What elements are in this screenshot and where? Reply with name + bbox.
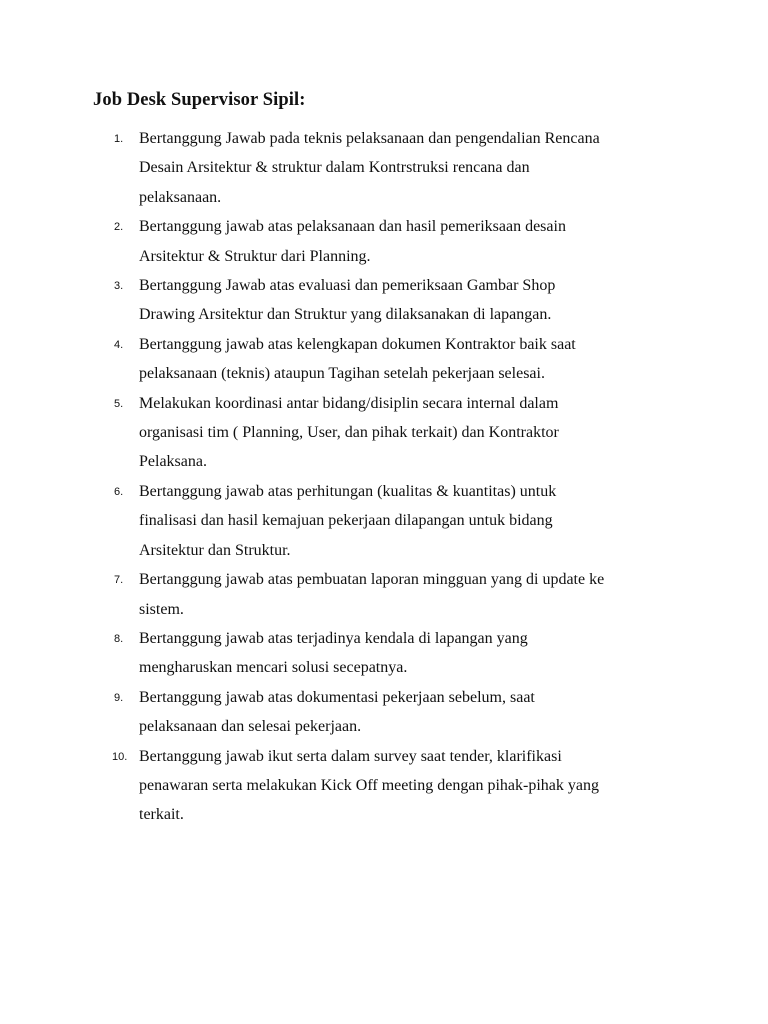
list-item-line: Melakukan koordinasi antar bidang/disiplin secara internal dalam: [139, 394, 559, 412]
list-item-line: Arsitektur dan Struktur.: [139, 541, 291, 559]
list-item: [0, 124, 768, 212]
list-item: [0, 624, 768, 683]
list-item-line: pelaksanaan (teknis) ataupun Tagihan setelah pekerjaan selesai.: [139, 365, 545, 383]
list-item-line: Bertanggung jawab atas terjadinya kendala di lapangan yang: [139, 629, 528, 647]
list-item: [0, 389, 768, 477]
list-item-line: Bertanggung jawab ikut serta dalam survey saat tender, klarifikasi: [139, 747, 562, 765]
list-item-number: 1.: [114, 133, 124, 145]
job-desk-list: [0, 124, 768, 830]
list-item: [0, 212, 768, 271]
list-item: [0, 330, 768, 389]
list-item-line: Bertanggung jawab atas dokumentasi pekerjaan sebelum, saat: [139, 688, 535, 706]
list-item-line: mengharuskan mencari solusi secepatnya.: [139, 659, 408, 677]
list-item-number: 6.: [114, 485, 124, 498]
list-item-line: pelaksanaan dan selesai pekerjaan.: [139, 718, 362, 736]
list-item-line: Bertanggung jawab atas pelaksanaan dan hasil pemeriksaan desain: [139, 218, 566, 236]
list-item-line: penawaran serta melakukan Kick Off meeting dengan pihak-pihak yang: [139, 776, 599, 794]
list-item-line: Bertanggung jawab atas kelengkapan dokumen Kontraktor baik saat: [139, 335, 576, 353]
list-item-line: Bertanggung jawab atas perhitungan (kualitas & kuantitas) untuk: [139, 482, 557, 500]
list-item-line: terkait.: [139, 806, 184, 824]
list-item-line: finalisasi dan hasil kemajuan pekerjaan dilapangan untuk bidang: [139, 512, 553, 530]
list-item: [0, 565, 768, 624]
list-item-number: 5.: [114, 397, 124, 410]
list-item-line: pelaksanaan.: [139, 188, 222, 206]
list-item-line: Bertanggung jawab atas pembuatan laporan mingguan yang di update ke: [139, 571, 605, 589]
list-item-line: Desain Arsitektur & struktur dalam Kontrstruksi rencana dan: [139, 159, 530, 177]
list-item-number: 3.: [114, 280, 124, 293]
list-item-line: Bertanggung Jawab pada teknis pelaksanaan dan pengendalian Rencana: [139, 130, 600, 147]
list-item-line: organisasi tim ( Planning, User, dan pihak terkait) dan Kontraktor: [139, 424, 559, 442]
list-item-number: 9.: [114, 691, 124, 704]
list-item-number: 2.: [114, 221, 124, 234]
list-item-line: Bertanggung Jawab atas evaluasi dan pemeriksaan Gambar Shop: [139, 277, 556, 295]
list-item: [0, 477, 768, 565]
list-item-number: 7.: [114, 574, 124, 587]
list-item-line: sistem.: [139, 600, 184, 618]
list-item: [0, 271, 768, 330]
list-item: [0, 742, 768, 830]
list-item-number: 8.: [114, 632, 124, 645]
list-item-line: Drawing Arsitektur dan Struktur yang dilaksanakan di lapangan.: [139, 306, 552, 324]
list-item: [0, 683, 768, 742]
list-item-line: Arsitektur & Struktur dari Planning.: [139, 247, 371, 265]
list-item-number: 4.: [114, 338, 124, 351]
document-title: Job Desk Supervisor Sipil:: [93, 90, 306, 110]
list-item-number: 10.: [112, 750, 128, 763]
list-item-line: Pelaksana.: [139, 453, 207, 471]
